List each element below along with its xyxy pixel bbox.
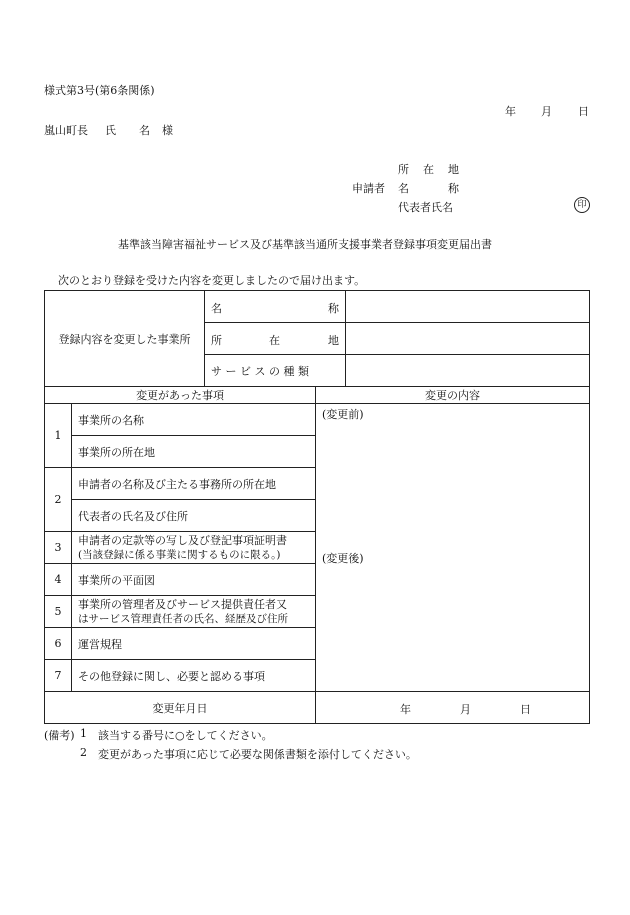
row-name-char-1: 名 [211, 301, 222, 315]
addressee-title: 嵐山町長 [44, 124, 88, 137]
service-type-value[interactable] [346, 355, 590, 387]
row-address-char-2: 在 [269, 333, 280, 347]
row-address-char-3: 地 [328, 333, 339, 347]
form-number: 様式第3号(第6条関係) [44, 84, 155, 97]
office-address-value[interactable] [346, 323, 590, 355]
item-floor-plan: 事業所の平面図 [72, 564, 316, 596]
item-operating-rules: 運営規程 [72, 628, 316, 660]
item-articles [72, 532, 316, 564]
header-changed-items: 変更があった事項 [45, 387, 316, 404]
addressee-na: 名 [139, 124, 150, 137]
addressee-shi: 氏 [105, 124, 116, 137]
item-number-5[interactable]: 5 [45, 596, 72, 628]
office-name-value[interactable] [346, 291, 590, 323]
addressee-sama: 様 [162, 124, 173, 137]
change-date-month: 月 [460, 703, 472, 716]
applicant-address-3: 地 [448, 163, 459, 176]
item-applicant-name: 申請者の名称及び主たる事務所の所在地 [72, 468, 316, 500]
row-name-label [205, 291, 346, 323]
change-date-day: 日 [520, 703, 532, 716]
date-day: 日 [578, 105, 589, 118]
change-date-value[interactable] [316, 692, 590, 724]
item-number-4[interactable]: 4 [45, 564, 72, 596]
applicant-name-1: 名 [398, 182, 409, 195]
registration-table [44, 290, 590, 387]
item-number-7[interactable]: 7 [45, 660, 72, 692]
item-manager-line-1: 事業所の管理者及びサービス提供責任者又 [78, 597, 287, 611]
item-number-6[interactable]: 6 [45, 628, 72, 660]
item-manager-line-2: はサービス管理責任者の氏名、経歴及び住所 [78, 612, 288, 625]
item-office-address: 事業所の所在地 [72, 436, 316, 468]
document-title: 基準該当障害福祉サービス及び基準該当通所支援事業者登録事項変更届出書 [118, 238, 492, 251]
applicant-address-2: 在 [423, 163, 434, 176]
applicant-label: 申請者 [352, 182, 385, 195]
after-label: (変更後) [322, 552, 364, 565]
note-2-text: 変更があった事項に応じて必要な関係書類を添付してください。 [98, 748, 417, 761]
row-name-char-2: 称 [328, 301, 339, 315]
item-articles-line-2: (当該登録に係る事業に関するものに限る。) [78, 548, 281, 561]
header-change-content: 変更の内容 [316, 387, 590, 404]
note-1-number: 1 [80, 727, 87, 740]
applicant-name-2: 称 [448, 182, 459, 195]
change-content-cell[interactable] [316, 404, 590, 692]
seal-mark: 印 [574, 197, 590, 213]
item-number-3[interactable]: 3 [45, 532, 72, 564]
item-representative: 代表者の氏名及び住所 [72, 500, 316, 532]
change-date-label: 変更年月日 [45, 692, 316, 724]
date-month: 月 [541, 105, 552, 118]
date-year: 年 [505, 105, 516, 118]
notes-prefix: (備考) [44, 729, 75, 742]
item-articles-line-1: 申請者の定款等の写し及び登記事項証明書 [78, 533, 287, 547]
item-office-name: 事業所の名称 [72, 404, 316, 436]
before-label: (変更前) [322, 408, 364, 421]
item-other: その他登録に関し、必要と認める事項 [72, 660, 316, 692]
applicant-address-1: 所 [398, 163, 409, 176]
row-address-label [205, 323, 346, 355]
row-service-label: サ ー ビ ス の 種 類 [205, 355, 346, 387]
change-date-year: 年 [400, 703, 412, 716]
changes-table [44, 386, 590, 724]
item-number-1[interactable]: 1 [45, 404, 72, 468]
item-manager [72, 596, 316, 628]
note-2-number: 2 [80, 746, 87, 759]
note-1-text: 該当する番号に○をしてください。 [98, 729, 273, 742]
changed-office-label: 登録内容を変更した事業所 [45, 291, 205, 387]
intro-text: 次のとおり登録を受けた内容を変更しましたので届け出ます。 [58, 274, 366, 287]
applicant-representative: 代表者氏名 [398, 201, 453, 214]
item-number-2[interactable]: 2 [45, 468, 72, 532]
row-address-char-1: 所 [211, 333, 222, 347]
